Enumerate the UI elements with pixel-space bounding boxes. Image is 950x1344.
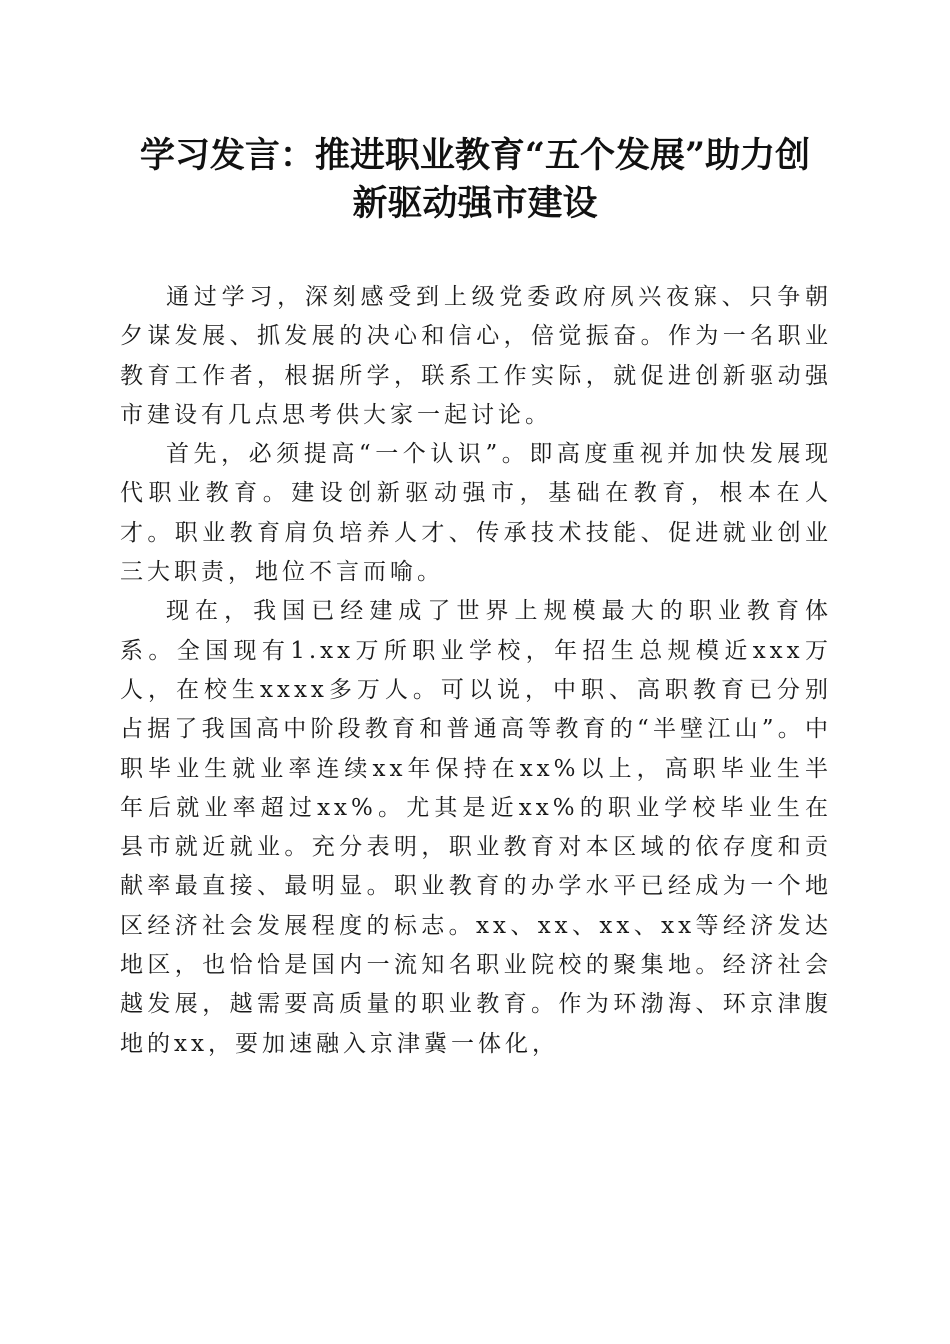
paragraph-3: 现在，我国已经建成了世界上规模最大的职业教育体系。全国现有1.xx万所职业学校，年招生总规模近xxx万人，在校生xxxx多万人。可以说，中职、高职教育已分别占据了我国高中阶段教育和普通高等教育的“半壁江山”。中职毕业生就业率连续xx年保持在xx%以上，高职毕业生半年后就业率超过xx%。尤其是近xx%的职业学校毕业生在县市就近就业。充分表明，职业教育对本区域的依存度和贡献率最直接、最明显。职业教育的办学水平已经成为一个地区经济社会发展程度的标志。xx、xx、xx、xx等经济发达地区，也恰恰是国内一流知名职业院校的聚集地。经济社会越发展，越需要高质量的职业教育。作为环渤海、环京津腹地的xx，要加速融入京津冀一体化， <box>120 598 832 1057</box>
title-line-2: 新驱动强市建设 <box>352 183 598 224</box>
document-title <box>110 132 840 228</box>
paragraph-1: 通过学习，深刻感受到上级党委政府夙兴夜寐、只争朝夕谋发展、抓发展的决心和信心，倍觉振奋。作为一名职业教育工作者，根据所学，联系工作实际，就促进创新驱动强市建设有几点思考供大家一起讨论。 <box>120 284 832 428</box>
title-line-1: 学习发言：推进职业教育“五个发展”助力创 <box>139 135 811 176</box>
document-body <box>120 278 832 1064</box>
paragraph-2: 首先，必须提高“一个认识”。即高度重视并加快发展现代职业教育。建设创新驱动强市，基础在教育，根本在人才。职业教育肩负培养人才、传承技术技能、促进就业创业三大职责，地位不言而喻。 <box>120 441 832 586</box>
